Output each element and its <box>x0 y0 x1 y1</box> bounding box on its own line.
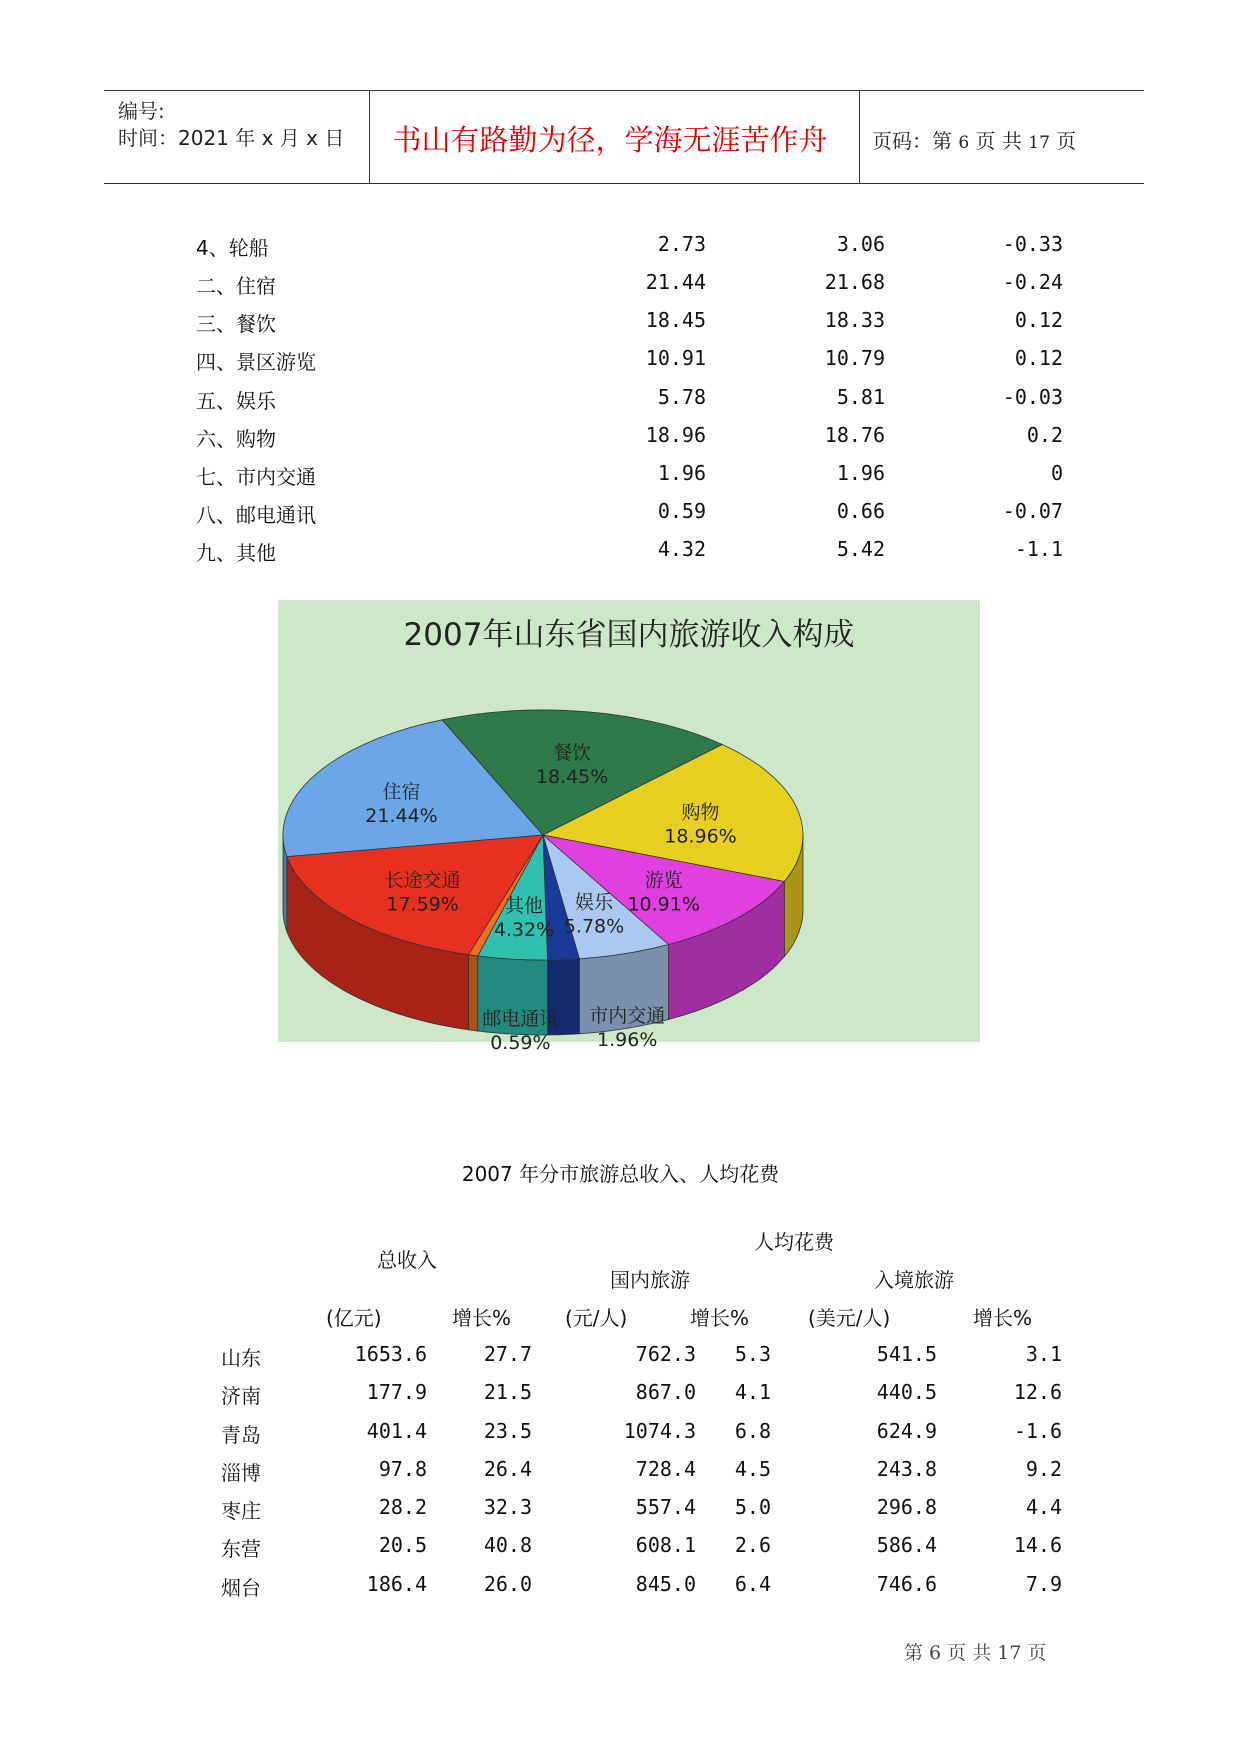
table-row <box>0 453 1241 491</box>
doc-number-label: 编号: <box>118 99 165 123</box>
header-motto: 书山有路勤为径，学海无涯苦作舟 <box>392 123 828 157</box>
row-label: 二、住宿 <box>196 274 276 298</box>
cell-value: 867.0 <box>635 1380 696 1404</box>
cell-value: 3.06 <box>836 232 885 256</box>
city-name: 山东 <box>221 1346 261 1370</box>
chart-title: 2007年山东省国内旅游收入构成 <box>403 617 855 653</box>
cell-value: 10.79 <box>824 346 885 370</box>
unit-inbound-growth: 增长% <box>973 1306 1033 1330</box>
cell-value: 4.4 <box>1025 1495 1062 1519</box>
cell-value: 4.32 <box>657 537 706 561</box>
cell-value: 557.4 <box>635 1495 696 1519</box>
pie-chart <box>278 600 980 1055</box>
city-name: 淄博 <box>221 1461 261 1485</box>
cell-value: 401.4 <box>366 1419 427 1443</box>
cell-value: 21.5 <box>483 1380 532 1404</box>
page-total: 17 <box>1028 133 1050 153</box>
row-label: 九、其他 <box>196 541 276 565</box>
cell-value: 4.5 <box>734 1457 771 1481</box>
slice-label-4: 娱乐 5.78% <box>563 891 625 938</box>
cell-value: -0.03 <box>1002 385 1063 409</box>
cell-value: 5.78 <box>657 385 706 409</box>
cell-value: -0.33 <box>1002 232 1063 256</box>
cell-value: 2.73 <box>657 232 706 256</box>
city-name: 济南 <box>221 1384 261 1408</box>
table-row <box>0 377 1241 415</box>
cell-value: 1074.3 <box>623 1419 696 1443</box>
table-row <box>0 1566 1241 1604</box>
pie-chart-svg <box>278 600 980 1055</box>
page-footer: 第 6 页 共 17 页 <box>904 1642 1047 1664</box>
cell-value: 5.3 <box>734 1342 771 1366</box>
cell-value: 5.0 <box>734 1495 771 1519</box>
head-domestic: 国内旅游 <box>610 1268 690 1292</box>
table-row <box>0 262 1241 300</box>
cell-value: 4.1 <box>734 1380 771 1404</box>
cell-value: 9.2 <box>1025 1457 1062 1481</box>
city-name: 枣庄 <box>221 1499 261 1523</box>
cell-value: 32.3 <box>483 1495 532 1519</box>
cell-value: 27.7 <box>483 1342 532 1366</box>
cell-value: 440.5 <box>876 1380 937 1404</box>
cell-value: 0 <box>1050 461 1063 485</box>
city-name: 东营 <box>221 1537 261 1561</box>
cell-value: 0.12 <box>1014 346 1063 370</box>
header-page-info <box>872 125 1076 154</box>
cell-value: 296.8 <box>876 1495 937 1519</box>
slice-label-8: 长途交通 17.59% <box>384 869 461 916</box>
cell-value: 762.3 <box>635 1342 696 1366</box>
slice-label-0: 住宿 21.44% <box>365 780 438 827</box>
table-row <box>0 1413 1241 1451</box>
cell-value: 186.4 <box>366 1572 427 1596</box>
city-name: 烟台 <box>221 1576 261 1600</box>
city-name: 青岛 <box>221 1423 261 1447</box>
cell-value: 21.44 <box>645 270 706 294</box>
slice-label-3: 游览 10.91% <box>627 869 700 916</box>
cell-value: 40.8 <box>483 1533 532 1557</box>
cell-value: 28.2 <box>378 1495 427 1519</box>
table-row <box>0 300 1241 338</box>
cell-value: -1.1 <box>1014 537 1063 561</box>
row-label: 六、购物 <box>196 427 276 451</box>
cell-value: 3.1 <box>1025 1342 1062 1366</box>
cell-value: 7.9 <box>1025 1572 1062 1596</box>
unit-inbound: (美元/人) <box>808 1306 891 1330</box>
cell-value: 97.8 <box>378 1457 427 1481</box>
cell-value: 26.0 <box>483 1572 532 1596</box>
row-label: 三、餐饮 <box>196 312 276 336</box>
table-row <box>0 338 1241 376</box>
cell-value: 728.4 <box>635 1457 696 1481</box>
cell-value: -1.6 <box>1013 1419 1062 1443</box>
slice-label-5: 市内交通 1.96% <box>589 1005 666 1051</box>
cell-value: 586.4 <box>876 1533 937 1557</box>
cell-value: 18.96 <box>645 423 706 447</box>
cell-value: 0.66 <box>836 499 885 523</box>
cell-value: 0.12 <box>1014 308 1063 332</box>
cell-value: 21.68 <box>824 270 885 294</box>
cell-value: -0.07 <box>1002 499 1063 523</box>
page-suffix: 页 <box>1056 129 1077 153</box>
row-label: 五、娱乐 <box>196 389 276 413</box>
cell-value: 1.96 <box>836 461 885 485</box>
cell-value: 1653.6 <box>354 1342 427 1366</box>
cell-value: 23.5 <box>483 1419 532 1443</box>
unit-total: (亿元) <box>326 1306 382 1330</box>
slice-label-2: 购物 18.96% <box>664 801 737 848</box>
row-label: 四、景区游览 <box>196 350 316 374</box>
cell-value: 243.8 <box>876 1457 937 1481</box>
table-row <box>0 224 1241 262</box>
doc-time-label: 时间：2021 年 x 月 x 日 <box>118 126 345 150</box>
cell-value: 608.1 <box>635 1533 696 1557</box>
cell-value: 18.76 <box>824 423 885 447</box>
table-row <box>0 1489 1241 1527</box>
table-row <box>0 1451 1241 1489</box>
table-row <box>0 529 1241 567</box>
unit-domestic: (元/人) <box>565 1306 628 1330</box>
slice-label-6: 其他 4.32% <box>493 895 555 941</box>
header-bottom-rule <box>104 183 1144 184</box>
slice-label-1: 餐饮 18.45% <box>535 741 609 788</box>
table-row <box>0 1336 1241 1374</box>
table-row <box>0 491 1241 529</box>
cell-value: 20.5 <box>378 1533 427 1557</box>
table-row <box>0 415 1241 453</box>
cell-value: 746.6 <box>876 1572 937 1596</box>
page-prefix: 页码：第 <box>872 129 952 153</box>
head-per-capita: 人均花费 <box>754 1230 834 1254</box>
row-label: 4、轮船 <box>196 236 269 260</box>
cell-value: 541.5 <box>876 1342 937 1366</box>
cell-value: 26.4 <box>483 1457 532 1481</box>
cell-value: 14.6 <box>1013 1533 1062 1557</box>
table-row <box>0 1374 1241 1412</box>
header-top-rule <box>104 90 1144 91</box>
row-label: 八、邮电通讯 <box>196 503 316 527</box>
table2-title: 2007 年分市旅游总收入、人均花费 <box>461 1162 780 1186</box>
page-number: 6 <box>958 133 970 153</box>
head-total-income: 总收入 <box>377 1248 437 1272</box>
cell-value: -0.24 <box>1002 270 1063 294</box>
cell-value: 18.33 <box>824 308 885 332</box>
pie-side-7 <box>468 955 477 1031</box>
cell-value: 6.8 <box>734 1419 771 1443</box>
cell-value: 624.9 <box>876 1419 937 1443</box>
cell-value: 5.81 <box>836 385 885 409</box>
slice-label-7: 邮电通讯 0.59% <box>482 1008 559 1055</box>
cell-value: 0.59 <box>657 499 706 523</box>
row-label: 七、市内交通 <box>196 465 316 489</box>
header-divider-right <box>859 90 860 183</box>
head-inbound: 入境旅游 <box>874 1268 954 1292</box>
cell-value: 177.9 <box>366 1380 427 1404</box>
cell-value: 6.4 <box>734 1572 771 1596</box>
cell-value: 0.2 <box>1026 423 1063 447</box>
cell-value: 18.45 <box>645 308 706 332</box>
cell-value: 12.6 <box>1013 1380 1062 1404</box>
cell-value: 10.91 <box>645 346 706 370</box>
cell-value: 1.96 <box>657 461 706 485</box>
cell-value: 2.6 <box>734 1533 771 1557</box>
unit-domestic-growth: 增长% <box>690 1306 750 1330</box>
cell-value: 845.0 <box>635 1572 696 1596</box>
page-mid: 页 共 <box>975 129 1022 153</box>
table-row <box>0 1527 1241 1565</box>
unit-total-growth: 增长% <box>452 1306 512 1330</box>
cell-value: 5.42 <box>836 537 885 561</box>
